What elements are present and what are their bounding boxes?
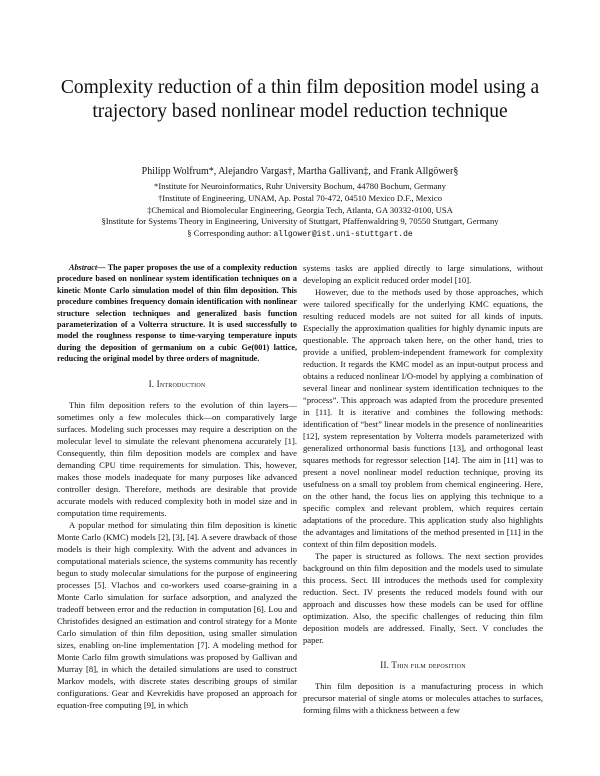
author-list: Philipp Wolfrum*, Alejandro Vargas†, Martha Gallivan‡, and Frank Allgöwer§ xyxy=(141,166,459,177)
abstract-label: Abstract— xyxy=(69,263,106,272)
abstract xyxy=(57,262,297,365)
affiliation: §Institute for Systems Theory in Engineering, University of Stuttgart, Pfaffenwaldring 9, 70550 Stuttgart, Germany xyxy=(101,216,499,227)
corresponding-email[interactable]: allgower@ist.uni-stuttgart.de xyxy=(273,230,413,240)
paragraph: A popular method for simulating thin film deposition is kinetic Monte Carlo (KMC) models [2], [3], [4]. A severe drawback of those models is their high complexity. With the advent and advances in computational materials science, the systems community has recently begun to study molecular simulations for the purpose of engineering processes [5]. Vlachos and co-workers used coarse-graining in a Monte Carlo simulation for surface adsorption, and analyzed the tradeoff between error and the reduction in computation [6]. Lou and Christofides designed an estimation and control strategy for a Monte Carlo simulation of thin film deposition, using smaller simulation sizes, enabling on-line implementation [7]. A modeling method for Monte Carlo film growth simulations was proposed by Gallivan and Murray [8], in which the detailed simulations are used to construct Markov models, with discrete states describing groups of similar configurations. Gear and Kevrekidis have proposed an approach for equation-free computing [9], in which xyxy=(57,519,297,710)
right-column xyxy=(303,262,543,716)
affiliation-list xyxy=(20,181,580,241)
paragraph: systems tasks are applied directly to large simulations, without developing an explicit reduced order model [10]. xyxy=(303,263,543,285)
abstract-text: The paper proposes the use of a complexity reduction procedure based on nonlinear system identification techniques on a kinetic Monte Carlo simulation model of thin film deposition. This procedure combines frequency domain identification with nonlinear structure selection techniques and generalized basis function parameterization of a Volterra structure. It is used successfully to model the roughness response to time-varying temperature inputs during the deposition of germanium on a cubic Ge(001) lattice, reducing the original model by three orders of magnitude. xyxy=(57,263,297,364)
affiliation: *Institute for Neuroinformatics, Ruhr University Bochum, 44780 Bochum, Germany xyxy=(154,181,446,191)
paper-title: Complexity reduction of a thin film deposition model using a trajectory based nonlinear model reduction technique xyxy=(60,77,540,122)
corresponding-label: § Corresponding author: xyxy=(187,228,272,239)
left-column xyxy=(57,262,297,711)
paragraph: Thin film deposition refers to the evolution of thin layers—sometimes only a few molecules thick—on comparatively large surfaces. Modeling such processes may require a description on the molecular level to simulate the relevant phenomena accurately [1]. Consequently, thin film deposition models are complex and have demanding CPU time requirements for simulation. This, however, makes those models inadequate for many purposes like advanced controller design. Therefore, methods are desirable that provide accurate models with reduced complexity both in model size and in computation time requirements. xyxy=(57,399,297,518)
paragraph: Thin film deposition is a manufacturing process in which precursor material of single atoms or molecules attaches to surfaces, forming films with a thickness between a few xyxy=(303,681,543,715)
section-heading-thin-film: II. Thin film deposition xyxy=(380,660,466,670)
paragraph: The paper is structured as follows. The next section provides background on thin film deposition and the models used to simulate this process. Sect. III introduces the methods used for complexity reduction. Sect. IV presents the reduced models found with our approach and discusses how these models can be used for offline optimization. Also, the specific challenges of reducing thin film deposition models are addressed. Finally, Sect. V concludes the paper. xyxy=(303,551,543,645)
paragraph: However, due to the methods used by those approaches, which were tailored specifically for the underlying KMC equations, the resulting reduced models are not suited for all kinds of inputs. Especially the approximation qualities for highly dynamic inputs are questionable. The approach taken here, on the other hand, tries to provide a unified, problem-independent framework for complexity reduction. It regards the KMC model as an input-output process and obtains a reduced nonlinear I/O-model by applying a combination of several linear and nonlinear system identification techniques to the “process”. This approach was adapted from the procedure presented in [11]. It is iterative and combines the following methods: identification of “best” linear models in the presence of nonlinearities [12], system representation by Volterra models parameterized with generalized orthonormal basis functions [13], and orthogonal least squares methods for regressor selection [14]. The aim in [11] was to present a novel nonlinear model reduction technique, proving its usefulness on a small toy problem from chemical engineering. Here, on the other hand, the focus lies on applying this technique to a specific complex and relevant problem, which requires certain adaptations of the procedure. This application study also highlights the advantages and limitations of the method presented in [11] in the context of thin film deposition models. xyxy=(303,287,543,549)
section-heading-introduction: I. Introduction xyxy=(148,378,206,389)
affiliation: ‡Chemical and Biomolecular Engineering, Georgia Tech, Atlanta, GA 30332-0100, USA xyxy=(147,204,453,215)
affiliation: †Institute of Engineering, UNAM, Ap. Postal 70-472, 04510 Mexico D.F., Mexico xyxy=(157,192,443,203)
corresponding-author xyxy=(20,228,580,241)
